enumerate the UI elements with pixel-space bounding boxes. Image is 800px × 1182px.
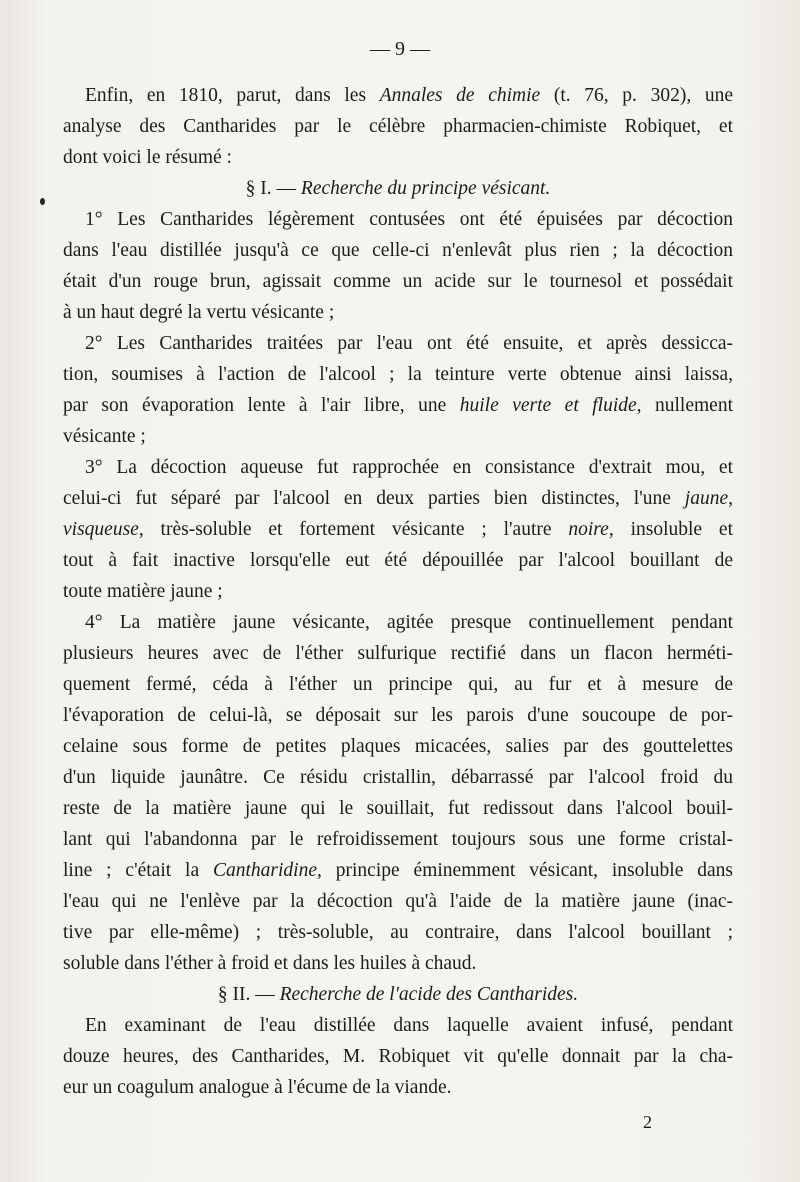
text-line: l'eau qui ne l'enlève par la décoction qu'à l'aide de la matière jaune (inac-: [63, 891, 733, 912]
text-line: dont voici le résumé :: [63, 147, 232, 168]
page-number-header: — 9 —: [370, 38, 430, 60]
text-line: tive par elle-même) ; très-soluble, au contraire, dans l'alcool bouillant ;: [63, 922, 733, 943]
text-line: En examinant de l'eau distillée dans laquelle avaient infusé, pendant: [85, 1015, 733, 1036]
text-line: toute matière jaune ;: [63, 581, 223, 602]
text-line: dans l'eau distillée jusqu'à ce que celle-ci n'enlevât plus rien ; la décoction: [63, 240, 733, 261]
text-line: quement fermé, céda à l'éther un principe qui, au fur et à mesure de: [63, 674, 733, 695]
paragraph-2: [63, 328, 733, 452]
text-line: à un haut degré la vertu vésicante ;: [63, 302, 335, 323]
text-line: eur un coagulum analogue à l'écume de la viande.: [63, 1077, 452, 1098]
text-line: Enfin, en 1810, parut, dans les Annales de chimie (t. 76, p. 302), une: [85, 85, 733, 106]
text-line: l'évaporation de celui-là, se déposait sur les parois d'une soucoupe de por-: [63, 705, 733, 726]
text-line: douze heures, des Cantharides, M. Robiquet vit qu'elle donnait par la cha-: [63, 1046, 733, 1067]
text-line: celui-ci fut séparé par l'alcool en deux parties bien distinctes, l'une jaune,: [63, 488, 733, 509]
text-line: celaine sous forme de petites plaques micacées, salies par des gouttelettes: [63, 736, 733, 757]
text-line: vésicante ;: [63, 426, 146, 447]
text-line: 1° Les Cantharides légèrement contusées ont été épuisées par décoction: [85, 209, 733, 230]
paragraph-3: [63, 452, 733, 607]
text-line: visqueuse, très-soluble et fortement vésicante ; l'autre noire, insoluble et: [63, 519, 733, 540]
text-line: tout à fait inactive lorsqu'elle eut été dépouillée par l'alcool bouillant de: [63, 550, 733, 571]
text-line: line ; c'était la Cantharidine, principe éminemment vésicant, insoluble dans: [63, 860, 733, 881]
section-heading-2: § II. — Recherche de l'acide des Cantharides.: [217, 984, 579, 1005]
paragraph-5: [63, 1010, 733, 1103]
paragraph-4: [63, 607, 733, 979]
text-line: 3° La décoction aqueuse fut rapprochée en consistance d'extrait mou, et: [85, 457, 733, 478]
intro-paragraph: [63, 80, 733, 173]
text-line: lant qui l'abandonna par le refroidissement toujours sous une forme cristal-: [63, 829, 733, 850]
text-line: plusieurs heures avec de l'éther sulfurique rectifié dans un flacon herméti-: [63, 643, 733, 664]
page-body: [63, 80, 733, 1103]
text-line: par son évaporation lente à l'air libre, une huile verte et fluide, nullement: [63, 395, 733, 416]
text-line: analyse des Cantharides par le célèbre pharmacien-chimiste Robiquet, et: [63, 116, 733, 137]
text-line: tion, soumises à l'action de l'alcool ; la teinture verte obtenue ainsi laissa,: [63, 364, 733, 385]
text-line: 4° La matière jaune vésicante, agitée presque continuellement pendant: [85, 612, 733, 633]
text-line: reste de la matière jaune qui le souillait, fut redissout dans l'alcool bouil-: [63, 798, 733, 819]
ink-spot: [40, 198, 45, 205]
text-line: d'un liquide jaunâtre. Ce résidu cristallin, débarrassé par l'alcool froid du: [63, 767, 733, 788]
text-line: 2° Les Cantharides traitées par l'eau ont été ensuite, et après dessicca-: [85, 333, 733, 354]
section-heading-1: § I. — Recherche du principe vésicant.: [245, 178, 551, 199]
text-line: soluble dans l'éther à froid et dans les huiles à chaud.: [63, 953, 477, 974]
text-line: était d'un rouge brun, agissait comme un acide sur le tournesol et possédait: [63, 271, 733, 292]
paragraph-1: [63, 204, 733, 328]
signature-mark: 2: [643, 1112, 652, 1132]
